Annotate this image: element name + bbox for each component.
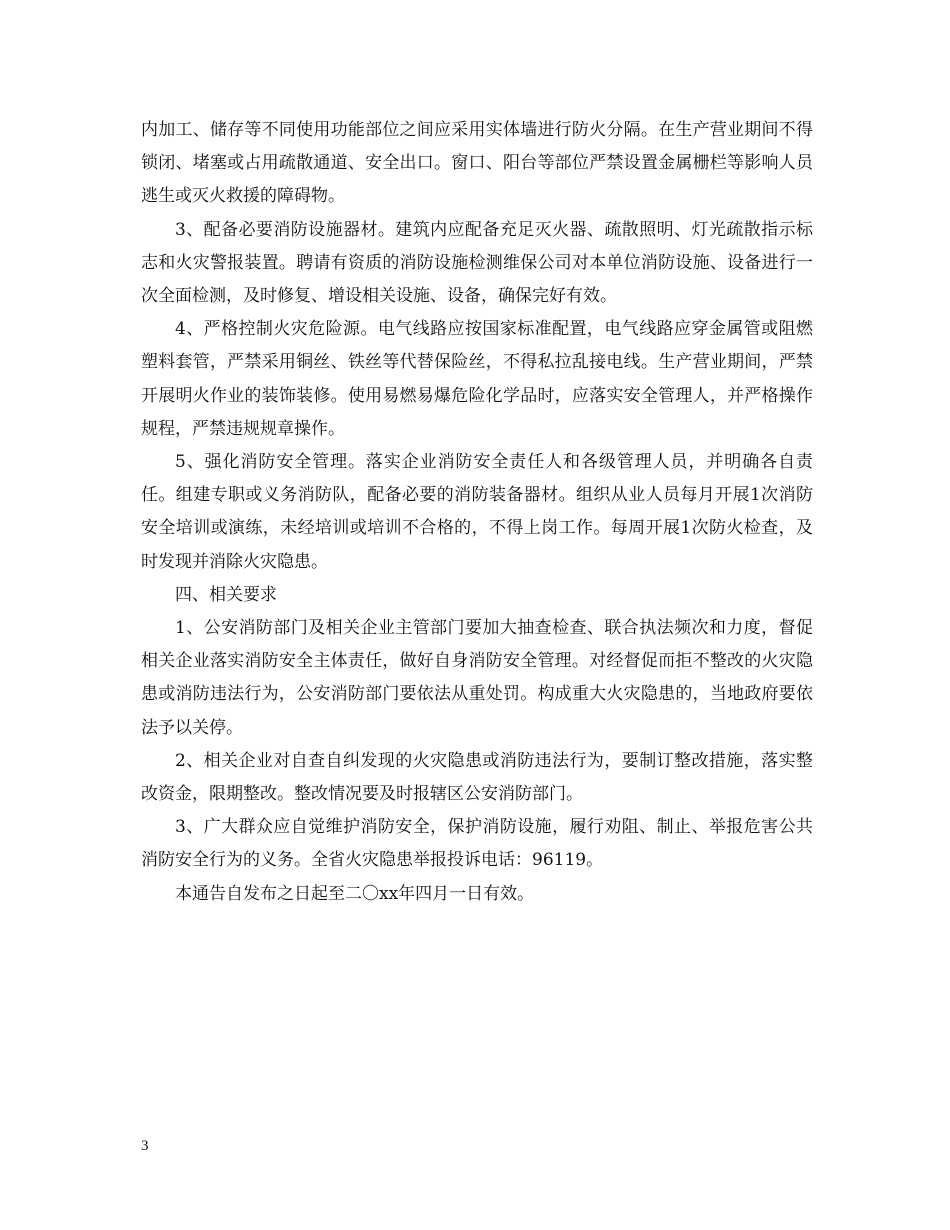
- page-number: 3: [141, 1138, 149, 1154]
- paragraph-validity: 本通告自发布之日起至二〇xx年四月一日有效。: [175, 883, 535, 904]
- paragraph-safety-management: 5、强化消防安全管理。落实企业消防安全责任人和各级管理人员，并明确各自责任。组建专职或义务消防队，配备必要的消防装备器材。组织从业人员每月开展1次消防安全培训或演练，未经培训或培训不合格的，不得上岗工作。每周开展1次防火检查，及时发现并消除火灾隐患。: [141, 452, 813, 572]
- paragraph-fire-equipment: 3、配备必要消防设施器材。建筑内应配备充足灭火器、疏散照明、灯光疏散指示标志和火灾警报装置。聘请有资质的消防设施检测维保公司对本单位消防设施、设备进行一次全面检测，及时修复、增设相关设施、设备，确保完好有效。: [141, 219, 813, 307]
- paragraph-requirement-2: 2、相关企业对自查自纠发现的火灾隐患或消防违法行为，要制订整改措施，落实整改资金，限期整改。整改情况要及时报辖区公安消防部门。: [141, 750, 813, 805]
- body-text: [141, 114, 813, 911]
- paragraph-fire-hazard-control: 4、严格控制火灾危险源。电气线路应按国家标准配置，电气线路应穿金属管或阻燃塑料套管，严禁采用铜丝、铁丝等代替保险丝，不得私拉乱接电线。生产营业期间，严禁开展明火作业的装饰装修。使用易燃易爆危险化学品时，应落实安全管理人，并严格操作规程，严禁违规规章操作。: [141, 319, 813, 439]
- section-heading-requirements: 四、相关要求: [175, 584, 277, 605]
- paragraph-requirement-3: 3、广大群众应自觉维护消防安全，保护消防设施，履行劝阻、制止、举报危害公共消防安全行为的义务。全省火灾隐患举报投诉电话：96119。: [141, 817, 813, 871]
- paragraph-requirement-1: 1、公安消防部门及相关企业主管部门要加大抽查检查、联合执法频次和力度，督促相关企业落实消防安全主体责任，做好自身消防安全管理。对经督促而拒不整改的火灾隐患或消防违法行为，公安消防部门要依法从重处罚。构成重大火灾隐患的，当地政府要依法予以关停。: [141, 618, 813, 738]
- paragraph-fire-separation: 内加工、储存等不同使用功能部位之间应采用实体墙进行防火分隔。在生产营业期间不得锁闭、堵塞或占用疏散通道、安全出口。窗口、阳台等部位严禁设置金属栅栏等影响人员逃生或灭火救援的障碍物。: [141, 120, 813, 207]
